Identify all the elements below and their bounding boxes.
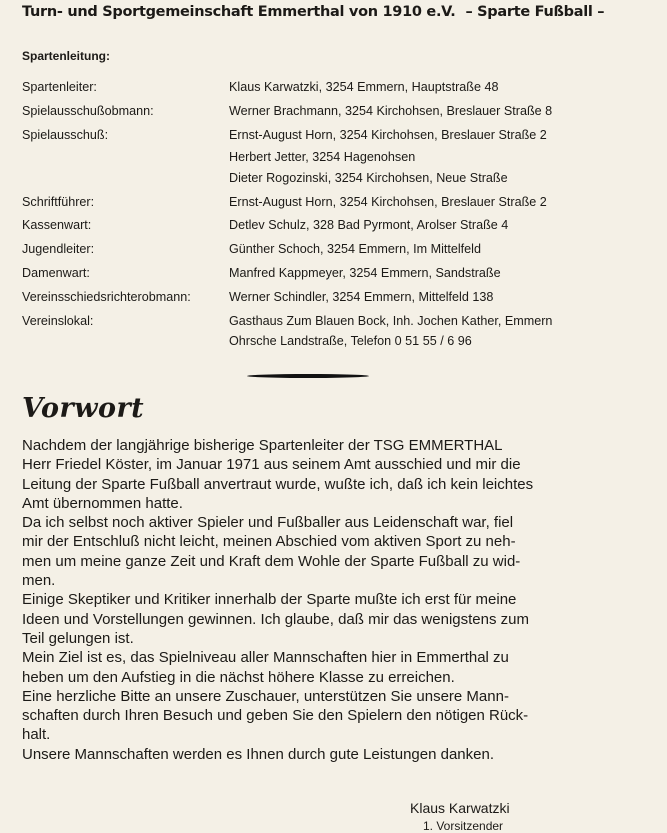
official-value: Werner Schindler, 3254 Emmern, Mittelfeld 138 <box>229 290 494 304</box>
foreword-line: Unsere Mannschaften werden es Ihnen durch gute Leistungen danken. <box>22 745 494 763</box>
foreword-line: Amt übernommen hatte. <box>22 494 183 512</box>
official-value: Klaus Karwatzki, 3254 Emmern, Hauptstraße 48 <box>229 80 499 94</box>
official-value: Dieter Rogozinski, 3254 Kirchohsen, Neue Straße <box>229 171 508 185</box>
foreword-line: Eine herzliche Bitte an unsere Zuschauer, unterstützen Sie unsere Mann- <box>22 687 509 705</box>
section-divider <box>247 374 369 378</box>
official-value: Detlev Schulz, 328 Bad Pyrmont, Arolser Straße 4 <box>229 218 509 232</box>
foreword-line: men. <box>22 572 56 590</box>
signature-name: Klaus Karwatzki <box>410 800 510 816</box>
official-label: Kassenwart: <box>22 218 92 232</box>
official-value: Ernst-August Horn, 3254 Kirchohsen, Breslauer Straße 2 <box>229 195 547 209</box>
official-value: Ernst-August Horn, 3254 Kirchohsen, Breslauer Straße 2 <box>229 128 547 142</box>
official-label: Vereinslokal: <box>22 314 94 328</box>
header-title: Turn- und Sportgemeinschaft Emmerthal von 1910 e.V. <box>22 4 456 20</box>
foreword-body <box>22 436 622 764</box>
official-label: Spielausschußobmann: <box>22 104 154 118</box>
foreword-line: Ideen und Vorstellungen gewinnen. Ich glaube, daß mir das wenigstens zum <box>22 610 529 628</box>
foreword-line: schaften durch Ihren Besuch und geben Sie den Spielern den nötigen Rück- <box>22 707 529 725</box>
foreword-line: mir der Entschluß nicht leicht, meinen Abschied vom aktiven Sport zu neh- <box>22 533 516 551</box>
official-label: Vereinsschiedsrichterobmann: <box>22 290 191 304</box>
foreword-line: Mein Ziel ist es, das Spielniveau aller Mannschaften hier in Emmerthal zu <box>22 649 509 667</box>
foreword-line: Einige Skeptiker und Kritiker innerhalb der Sparte mußte ich erst für meine <box>22 591 517 609</box>
official-label: Damenwart: <box>22 266 90 280</box>
foreword-line: Herr Friedel Köster, im Januar 1971 aus seinem Amt ausschied und mir die <box>22 456 521 474</box>
section-title: Spartenleitung: <box>22 49 111 63</box>
official-label: Schriftführer: <box>22 195 95 209</box>
official-value: Werner Brachmann, 3254 Kirchohsen, Breslauer Straße 8 <box>229 104 553 118</box>
foreword-line: halt. <box>22 726 51 744</box>
foreword-line: men um meine ganze Zeit und Kraft dem Wohle der Sparte Fußball zu wid- <box>22 552 521 570</box>
foreword-heading: Vorwort <box>22 393 145 424</box>
foreword-line: Nachdem der langjährige bisherige Spartenleiter der TSG EMMERTHAL <box>22 437 503 454</box>
official-value: Herbert Jetter, 3254 Hagenohsen <box>229 150 416 164</box>
page-header <box>22 4 662 20</box>
official-value: Ohrsche Landstraße, Telefon 0 51 55 / 6 96 <box>229 334 472 348</box>
official-label: Jugendleiter: <box>22 242 95 256</box>
official-value: Manfred Kappmeyer, 3254 Emmern, Sandstraße <box>229 266 501 280</box>
foreword-line: heben um den Aufstieg in die nächst höhere Klasse zu erreichen. <box>22 668 455 686</box>
official-label: Spielausschuß: <box>22 128 109 142</box>
signature-title: 1. Vorsitzender <box>423 819 504 833</box>
foreword-line: Leitung der Sparte Fußball anvertraut wurde, wußte ich, daß ich kein leichtes <box>22 475 534 493</box>
foreword-line: Teil gelungen ist. <box>22 629 134 647</box>
header-subtitle: – Sparte Fußball – <box>465 4 605 20</box>
foreword-line: Da ich selbst noch aktiver Spieler und Fußballer aus Leidenschaft war, fiel <box>22 514 514 532</box>
official-label: Spartenleiter: <box>22 80 97 94</box>
official-value: Günther Schoch, 3254 Emmern, Im Mittelfeld <box>229 242 481 256</box>
official-value: Gasthaus Zum Blauen Bock, Inh. Jochen Kather, Emmern <box>229 314 553 328</box>
